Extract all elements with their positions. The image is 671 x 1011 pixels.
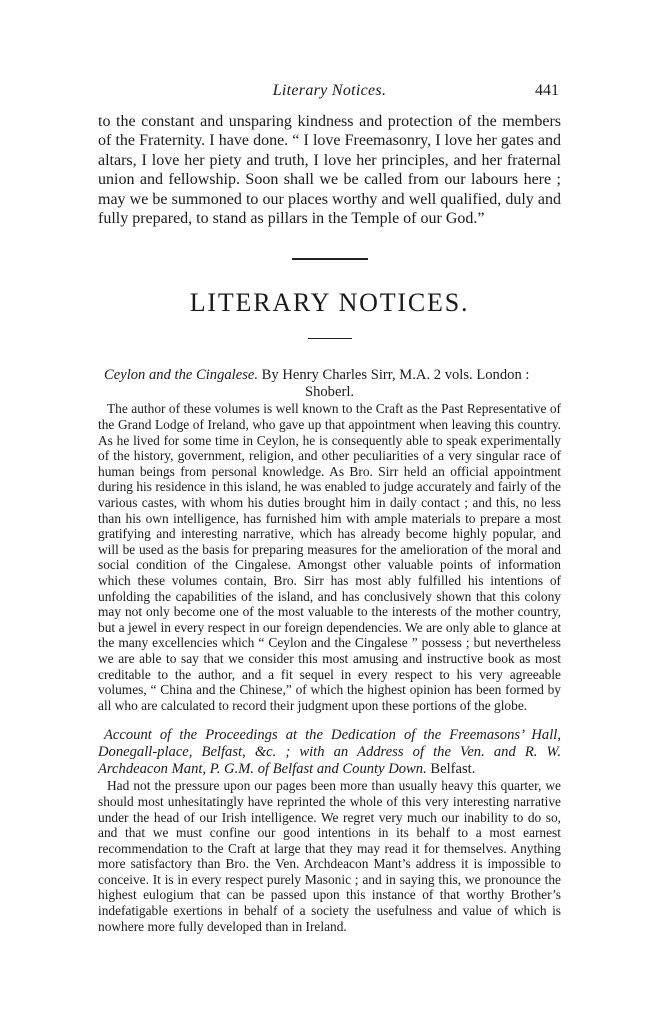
running-head <box>98 82 561 106</box>
notice-ceylon <box>98 367 561 713</box>
continuation-paragraph: to the constant and unsparing kindness and protection of the members of the Fraternity. I have done. “ I love Freemasonry, I love her gates and altars, I love her piety and truth, I love her principles, and her fraternal union and fellowship. Soon shall we be called from our labours here ; may we be summoned to our places worthy and well qualified, duly and fully prepared, to stand as pillars in the Temple of our God.” <box>98 113 561 228</box>
notice-body: The author of these volumes is well known to the Craft as the Past Representative of the Grand Lodge of Ireland, who gave up that appointment when leaving this country. As he lived for some time in Ceylon, he is consequently able to speak experimentally of the history, government, religion, and other peculiarities of a very singular race of human beings from personal knowledge. As Bro. Sirr held an official appointment during his residence in this island, he was enabled to judge accurately and fairly of the various castes, with whom his duties brought him in daily contact ; and this, no less than his own intelligence, has furnished him with ample materials to prepare a most gratifying and interesting narrative, which has already become highly popular, and will be used as the basis for preparing measures for the amelioration of the moral and social condition of the Cingalese. Amongst other valuable points of information which these volumes contain, Bro. Sirr has most ably fulfilled his intentions of unfolding the capabilities of the island, and has conclusively shown that this colony may not only become one of the most valuable to the interests of the mother country, but a jewel in every respect in our foreign dependencies. We are only able to glance at the many excellencies which “ Ceylon and the Cingalese ” possess ; but nevertheless we are able to say that we consider this most amusing and instructive book as most creditable to the author, and a fit sequel in every respect to his very agreeable volumes, “ China and the Chinese,” of which the highest opinion has been formed by all who are calculated to record their judgment upon these portions of the globe. <box>98 401 561 713</box>
notice-belfast <box>98 727 561 934</box>
notice-title-rest: By Henry Charles Sirr, M.A. 2 vols. London : <box>258 367 530 384</box>
notice-title-rest: Belfast. <box>426 761 476 778</box>
notice-title-italic: Ceylon and the Cingalese. <box>104 367 259 384</box>
section-divider-bottom <box>308 338 352 340</box>
section-divider-top <box>292 258 368 260</box>
notice-publisher: Shoberl. <box>304 384 355 401</box>
page-number: 441 <box>535 82 559 99</box>
notice-body: Had not the pressure upon our pages been more than usually heavy this quarter, we should most unhesitatingly have reprinted the whole of this very interesting narrative under the head of our Irish intelligence. We regret very much our inability to do so, and that we must confine our good intentions in its behalf to a most earnest recommendation to the Craft at large that they may read it for themselves. Anything more satisfactory than Bro. the Ven. Archdeacon Mant’s address it is impossible to conceive. It is in every respect purely Masonic ; and in saying this, we pronounce the highest eulogium that can be passed upon this instance of that worthy Brother’s indefatigable exertions in behalf of a society the usefulness and value of which is nowhere more fully developed than in Ireland. <box>98 778 561 934</box>
section-title: LITERARY NOTICES. <box>189 287 470 317</box>
continuation-text <box>98 112 561 228</box>
notice-title <box>98 367 561 384</box>
running-title: Literary Notices. <box>272 82 387 99</box>
page <box>98 82 561 934</box>
notice-title <box>98 727 561 778</box>
notice-title-italic: Account of the Proceedings at the Dedication of the Freemasons’ Hall, Donegall-place, Belfast, &c. ; with an Address of the Ven. and R. W. Archdeacon Mant, P. G.M. of Belfast and County Down. <box>98 727 561 778</box>
